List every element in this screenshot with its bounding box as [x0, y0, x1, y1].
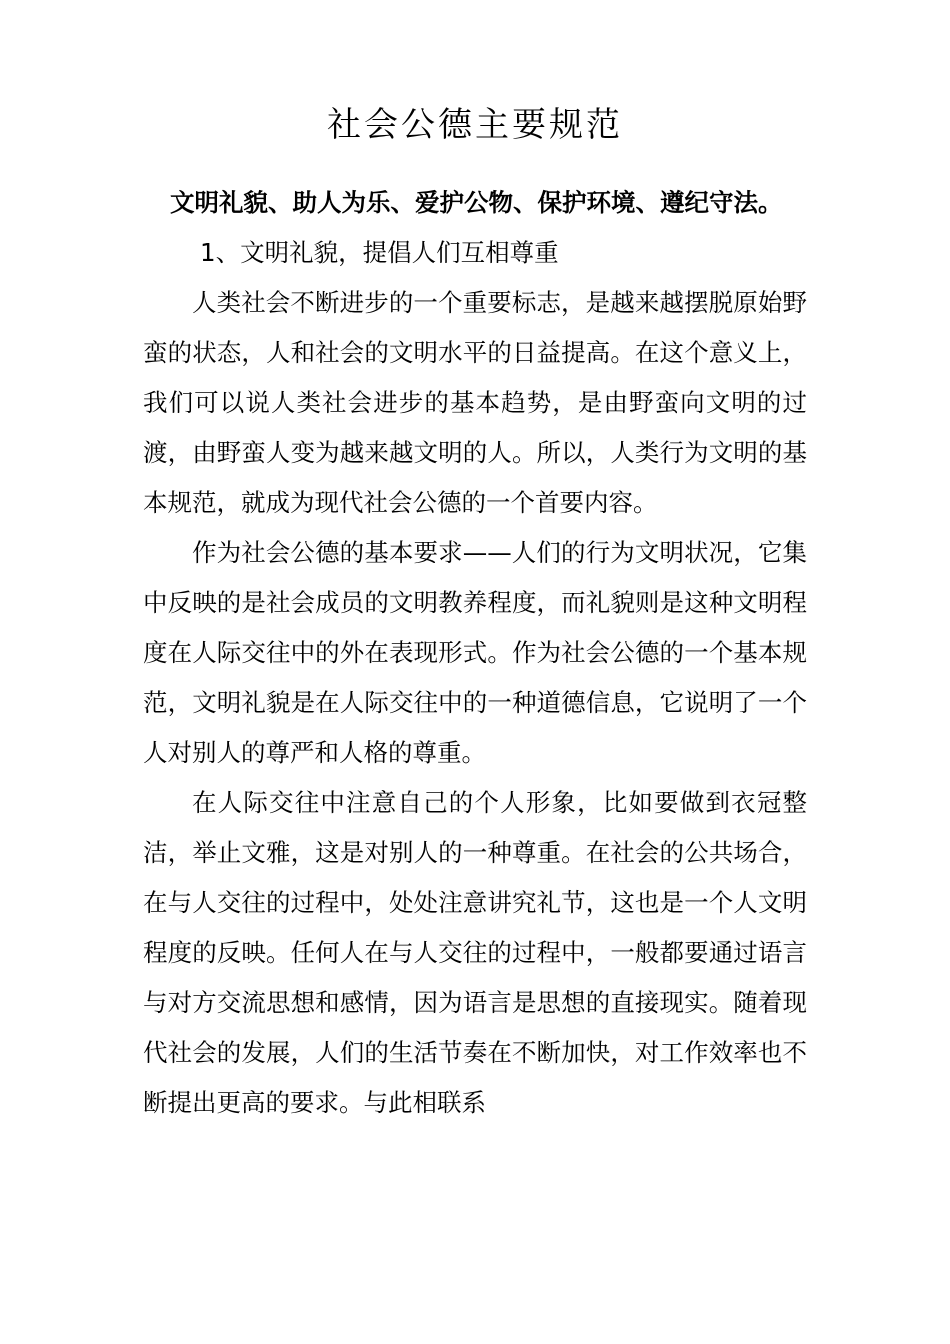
section-heading: 1、文明礼貌，提倡人们互相尊重 — [200, 238, 559, 267]
body-paragraph-1: 人类社会不断进步的一个重要标志，是越来越摆脱原始野蛮的状态，人和社会的文明水平的日益提高。在这个意义上，我们可以说人类社会进步的基本趋势，是由野蛮向文明的过渡，由野蛮人变为越来越文明的人。所以，人类行为文明的基本规范，就成为现代社会公德的一个首要内容。 — [143, 288, 807, 517]
document-title: 社会公德主要规范 — [327, 105, 623, 145]
body-paragraph-2: 作为社会公德的基本要求——人们的行为文明状况，它集中反映的是社会成员的文明教养程度，而礼貌则是这种文明程度在人际交往中的外在表现形式。作为社会公德的一个基本规范，文明礼貌是在人际交往中的一种道德信息，它说明了一个人对别人的尊严和人格的尊重。 — [143, 538, 807, 767]
document-body — [143, 228, 807, 1128]
norms-summary: 文明礼貌、助人为乐、爱护公物、保护环境、遵纪守法。 — [170, 188, 783, 217]
body-paragraph-3: 在人际交往中注意自己的个人形象，比如要做到衣冠整洁，举止文雅，这是对别人的一种尊重。在社会的公共场合，在与人交往的过程中，处处注意讲究礼节，这也是一个人文明程度的反映。任何人在与人交往的过程中，一般都要通过语言与对方交流思想和感情，因为语言是思想的直接现实。随着现代社会的发展，人们的生活节奏在不断加快，对工作效率也不断提出更高的要求。与此相联系 — [143, 788, 807, 1117]
